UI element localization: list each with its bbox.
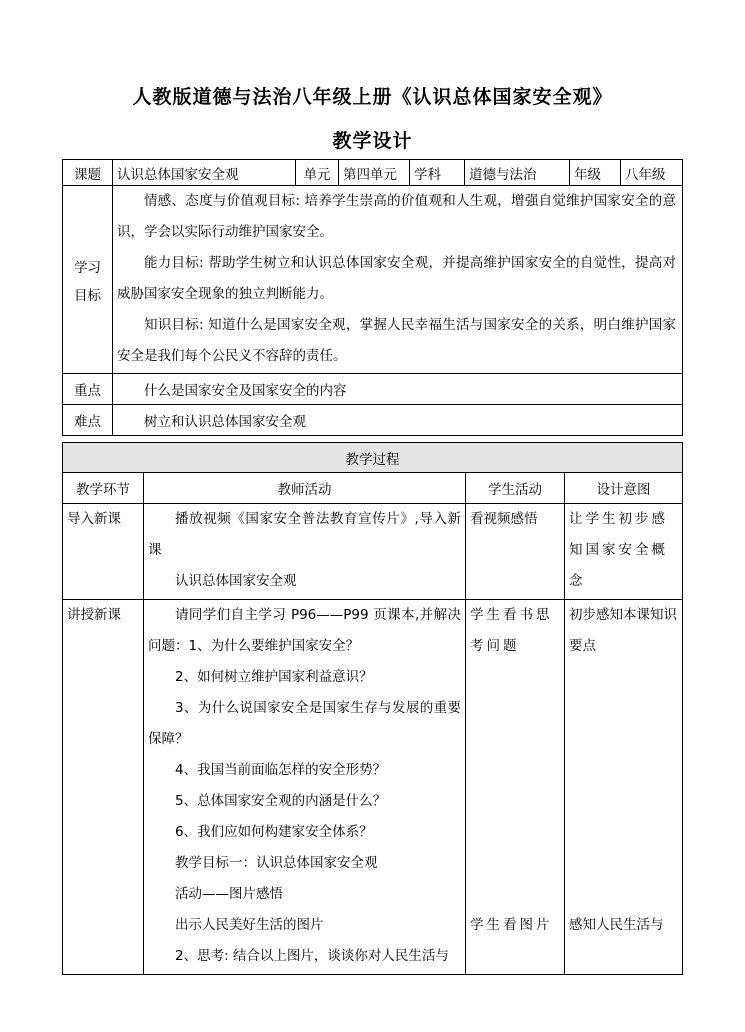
info-table: [62, 159, 683, 436]
process-table: [62, 442, 683, 975]
intro-teacher-text-2: 认识总体国家安全观: [175, 573, 297, 589]
goals-content: [113, 186, 683, 374]
lecture-student-text-1: 学生看书思考问题: [470, 607, 553, 654]
topic-label: 课题: [63, 160, 113, 186]
lecture-question-2: 2、如何树立维护国家利益意识？: [175, 669, 373, 685]
think-question: 2、思考: 结合以上图片，谈谈你对人民生活与: [175, 948, 449, 964]
document-subtitle: 教学设计: [332, 130, 413, 152]
goal-knowledge: 知识目标: 知道什么是国家安全观，掌握人民幸福生活与国家安全的关系，明白维护国家安全是我们每个公民义不容辞的责任。: [117, 317, 676, 364]
key-point-value: 什么是国家安全及国家安全的内容: [113, 374, 683, 405]
lecture-question-5: 5、总体国家安全观的内涵是什么？: [175, 793, 387, 809]
subject-value: 道德与法治: [465, 160, 570, 186]
grade-label: 年级: [570, 160, 621, 186]
lecture-student: [466, 600, 565, 975]
goals-label: [63, 186, 113, 374]
show-pictures: 出示人民美好生活的图片: [175, 917, 324, 933]
intro-stage-text: 导入新课: [67, 511, 121, 527]
intro-intent: [565, 504, 683, 600]
lecture-intent-text-1: 初步感知本课知识要点: [569, 607, 677, 654]
goal-ability: 能力目标: 帮助学生树立和认识总体国家安全观，并提高维护国家安全的自觉性，提高对威胁国家安全现象的独立判断能力。: [117, 255, 676, 302]
lecture-teacher-text: 请同学们自主学习 P96——P99 页课本,并解决问题：1、为什么要维护国家安全？: [148, 607, 461, 654]
lecture-stage: [63, 600, 144, 975]
lecture-teacher: [144, 600, 466, 975]
intro-student: [466, 504, 565, 600]
unit-value: 第四单元: [339, 160, 410, 186]
intro-intent-text: 让学生初步感知国家安全概念: [569, 511, 668, 589]
process-header: 教学过程: [63, 443, 683, 473]
lecture-student-text-2: 学生看图片: [470, 917, 553, 933]
goals-label-line2: 目标: [74, 287, 101, 304]
column-header-stage: 教学环节: [63, 473, 144, 504]
subject-label: 学科: [410, 160, 465, 186]
intro-stage: [63, 504, 144, 600]
intro-student-text: 看视频感悟: [470, 511, 538, 527]
difficulty-value: 树立和认识总体国家安全观: [113, 405, 683, 436]
key-point-label: 重点: [63, 374, 113, 405]
lecture-question-4: 4、我国当前面临怎样的安全形势？: [175, 762, 387, 778]
lecture-intent: [565, 600, 683, 975]
column-header-intent: 设计意图: [565, 473, 683, 504]
intro-teacher: [144, 504, 466, 600]
lecture-question-6: 6、我们应如何构建家安全体系？: [175, 824, 373, 840]
topic-value: 认识总体国家安全观: [113, 160, 296, 186]
document-title: 人教版道德与法治八年级上册《认识总体国家安全观》: [132, 86, 613, 108]
lecture-question-3: 3、为什么说国家安全是国家生存与发展的重要保障？: [148, 700, 461, 747]
goals-label-line1: 学习: [74, 259, 101, 276]
column-header-teacher: 教师活动: [144, 473, 466, 504]
unit-label: 单元: [296, 160, 339, 186]
lecture-intent-text-2: 感知人民生活与: [569, 917, 664, 933]
lecture-stage-text: 讲授新课: [67, 607, 121, 623]
grade-value: 八年级: [621, 160, 683, 186]
difficulty-label: 难点: [63, 405, 113, 436]
column-header-student: 学生活动: [466, 473, 565, 504]
activity-title: 活动——图片感悟: [175, 886, 283, 902]
teaching-goal-1: 教学目标一：认识总体国家安全观: [175, 855, 378, 871]
intro-teacher-text: 播放视频《国家安全普法教育宣传片》,导入新课: [148, 511, 461, 558]
goal-attitude: 情感、态度与价值观目标: 培养学生崇高的价值观和人生观，增强自觉维护国家安全的意识，学会以实际行动维护国家安全。: [117, 193, 676, 240]
